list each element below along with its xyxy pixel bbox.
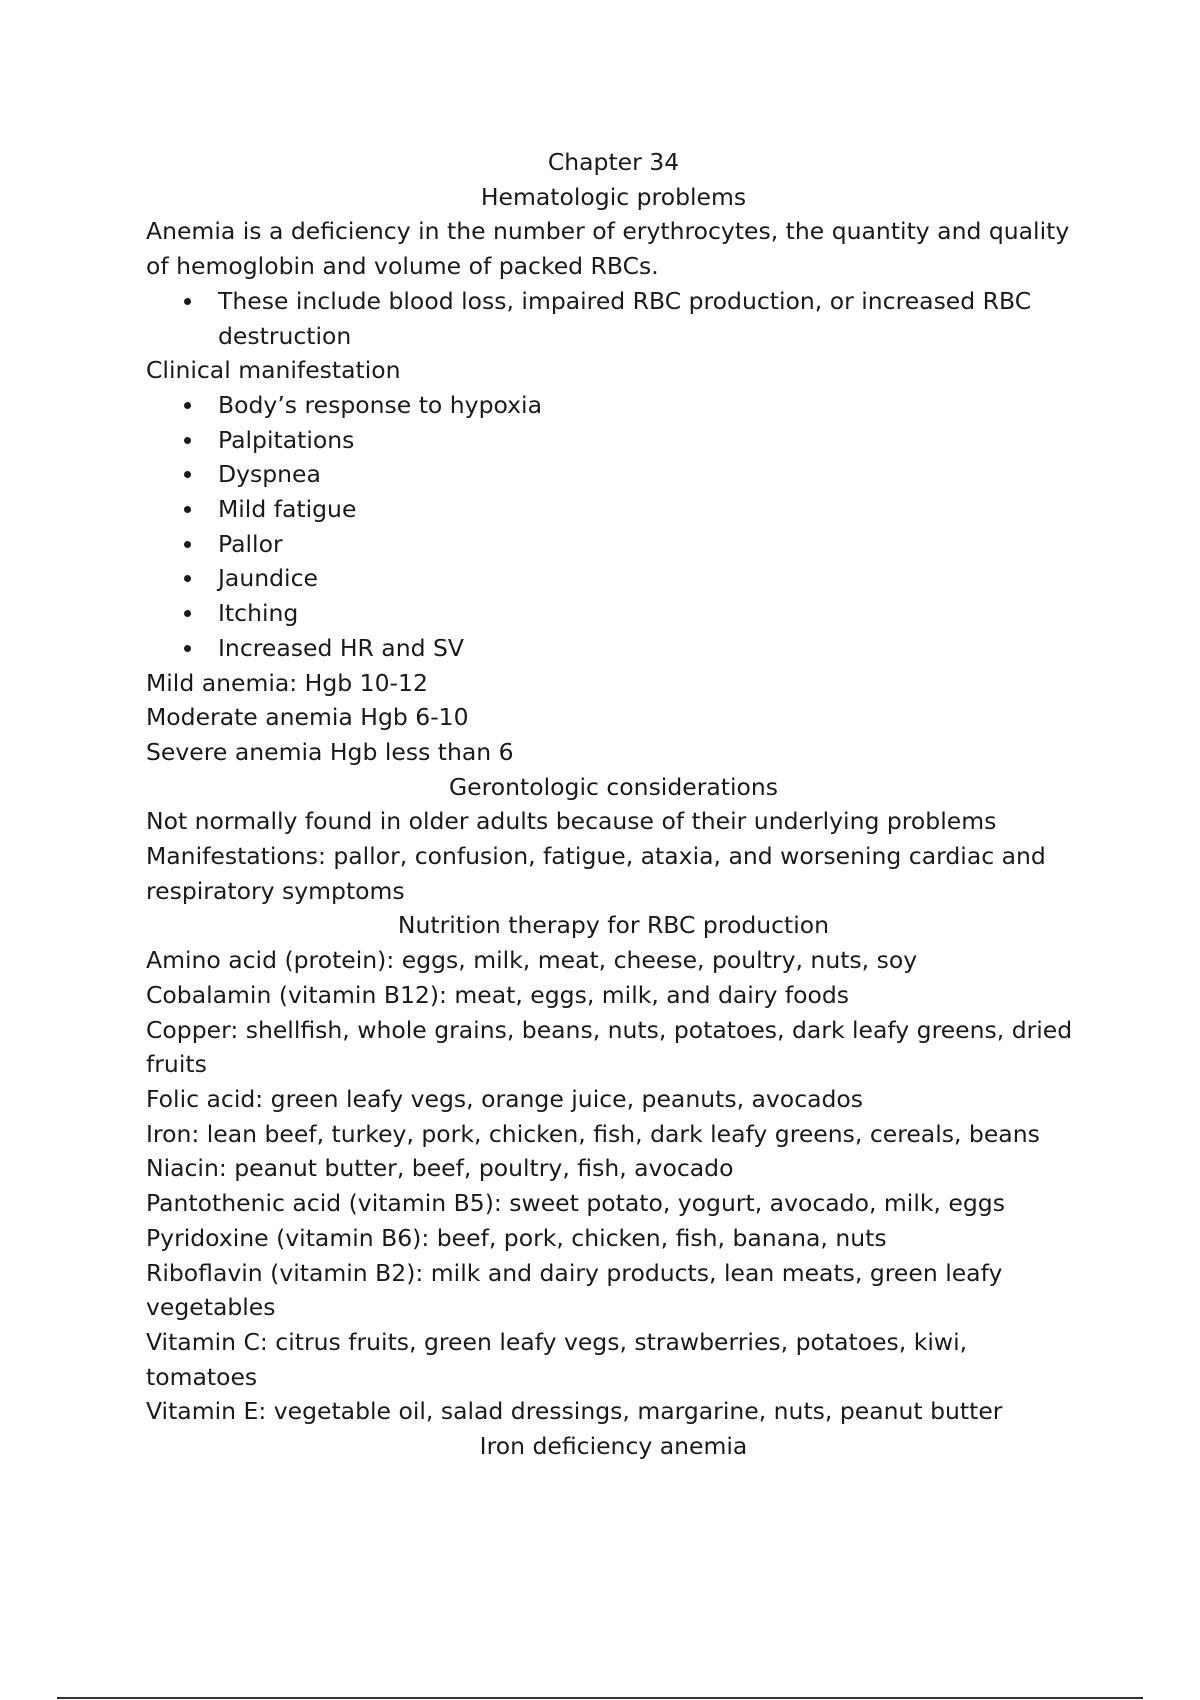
nutrition-line: Copper: shellfish, whole grains, beans, nuts, potatoes, dark leafy greens, dried fruits bbox=[146, 1015, 1073, 1079]
nutrition-line: Cobalamin (vitamin B12): meat, eggs, milk, and dairy foods bbox=[146, 980, 850, 1009]
nutrition-line: Vitamin C: citrus fruits, green leafy vegs, strawberries, potatoes, kiwi, tomatoes bbox=[146, 1327, 968, 1391]
list-item: Pallor bbox=[146, 527, 1081, 562]
section-heading-hematologic: Hematologic problems bbox=[480, 182, 747, 211]
severity-line: Mild anemia: Hgb 10-12 bbox=[146, 668, 428, 697]
nutrition-line: Iron: lean beef, turkey, pork, chicken, fish, dark leafy greens, cereals, beans bbox=[146, 1119, 1040, 1148]
anemia-definition: Anemia is a deficiency in the number of erythrocytes, the quantity and quality of hemoglobin and volume of packed RBCs. bbox=[146, 217, 1070, 281]
nutrition-line: Amino acid (protein): eggs, milk, meat, cheese, poultry, nuts, soy bbox=[146, 946, 918, 975]
list-item: Dyspnea bbox=[146, 457, 1081, 492]
list-item: Itching bbox=[146, 596, 1081, 631]
document-page bbox=[146, 145, 1081, 1464]
nutrition-line: Riboflavin (vitamin B2): milk and dairy products, lean meats, green leafy vegetables bbox=[146, 1258, 1003, 1322]
clinical-manifestation-list bbox=[146, 388, 1081, 666]
severity-line: Severe anemia Hgb less than 6 bbox=[146, 737, 514, 766]
nutrition-line: Pyridoxine (vitamin B6): beef, pork, chicken, fish, banana, nuts bbox=[146, 1223, 887, 1252]
chapter-title: Chapter 34 bbox=[547, 148, 680, 176]
list-item: Palpitations bbox=[146, 423, 1081, 458]
gerontologic-heading: Gerontologic considerations bbox=[448, 772, 779, 801]
list-item: Mild fatigue bbox=[146, 492, 1081, 527]
list-item: Jaundice bbox=[146, 561, 1081, 596]
causes-list bbox=[146, 284, 1081, 353]
nutrition-line: Vitamin E: vegetable oil, salad dressings, margarine, nuts, peanut butter bbox=[146, 1397, 1003, 1426]
page-bottom-divider bbox=[57, 1697, 1143, 1699]
list-item: Increased HR and SV bbox=[146, 631, 1081, 666]
nutrition-line: Folic acid: green leafy vegs, orange juice, peanuts, avocados bbox=[146, 1084, 864, 1113]
severity-line: Moderate anemia Hgb 6-10 bbox=[146, 703, 469, 732]
list-item: Body’s response to hypoxia bbox=[146, 388, 1081, 423]
gerontologic-line: Not normally found in older adults because of their underlying problems bbox=[146, 807, 997, 836]
gerontologic-line: Manifestations: pallor, confusion, fatigue, ataxia, and worsening cardiac and respiratory symptoms bbox=[146, 842, 1046, 905]
nutrition-heading: Nutrition therapy for RBC production bbox=[397, 911, 830, 940]
list-item: These include blood loss, impaired RBC production, or increased RBC destruction bbox=[146, 284, 1081, 353]
iron-deficiency-heading: Iron deficiency anemia bbox=[479, 1432, 748, 1461]
nutrition-line: Niacin: peanut butter, beef, poultry, fish, avocado bbox=[146, 1154, 734, 1183]
clinical-manifestation-heading: Clinical manifestation bbox=[146, 356, 401, 385]
nutrition-line: Pantothenic acid (vitamin B5): sweet potato, yogurt, avocado, milk, eggs bbox=[146, 1189, 1005, 1218]
